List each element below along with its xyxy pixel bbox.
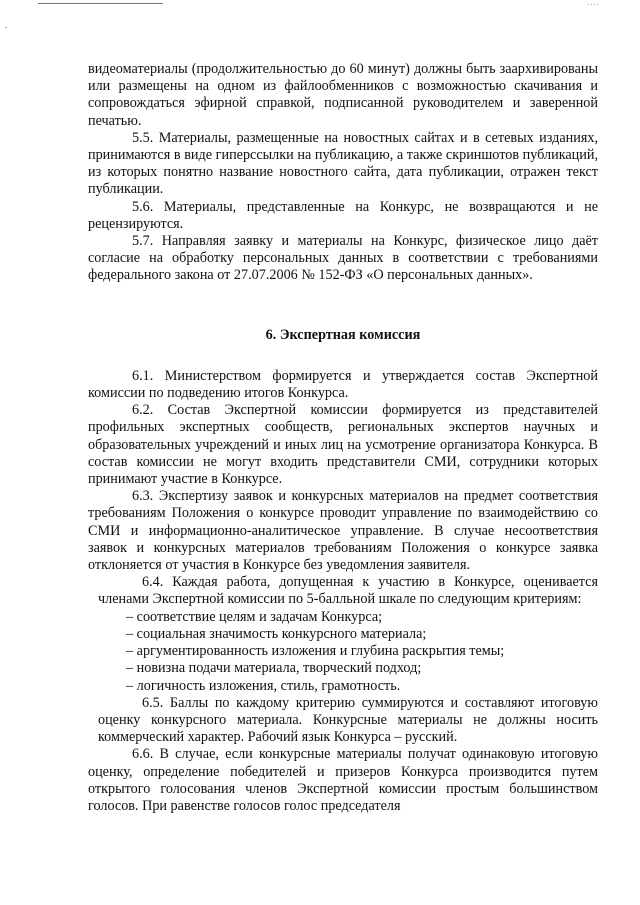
criteria-item: – логичность изложения, стиль, грамотность.: [126, 677, 401, 694]
paragraph-5-6: 5.6. Материалы, представленные на Конкурс, не возвращаются и не рецензируются.: [88, 198, 598, 232]
criteria-item: – социальная значимость конкурсного материала;: [126, 625, 427, 642]
page-number-corner: ....: [587, 0, 600, 7]
paragraph-5-4-continued: видеоматериалы (продолжительностью до 60 минут) должны быть заархивированы или размещены на одном из файлообменников с возможностью скачивания и сопровождаться эфирной справкой, подписанной руководителем и заверенной печатью.: [88, 61, 598, 129]
paragraph-6-4: 6.4. Каждая работа, допущенная к участию в Конкурсе, оценивается членами Экспертной комиссии по 5-балльной шкале по следующим критериям:: [98, 574, 598, 608]
paragraph-6-3: 6.3. Экспертизу заявок и конкурсных материалов на предмет соответствия требованиям Положения о конкурсе проводит управление по взаимодействию со СМИ и информационно-аналитическое управление. В случае несоответствия заявок и конкурсных материалов требованиям Положения о конкурсе заявка отклоняется от участия в Конкурсе без уведомления заявителя.: [88, 488, 598, 574]
paragraph-6-6: 6.6. В случае, если конкурсные материалы получат одинаковую итоговую оценку, определение победителей и призеров Конкурса производится путем открытого голосования членов Экспертной комиссии простым большинством голосов. При равенстве голосов голос председателя: [88, 746, 598, 814]
document-page: [88, 61, 598, 815]
section-heading: 6. Экспертная комиссия: [265, 326, 421, 343]
top-divider-line: [38, 3, 163, 4]
paragraph-6-2: 6.2. Состав Экспертной комиссии формируется из представителей профильных экспертных сообществ, региональных экспертов научных и образовательных учреждений и иных лиц на усмотрение организатора Конкурса. В состав комиссии не могут входить представители СМИ, сотрудники которых принимают участие в Конкурсе.: [88, 402, 598, 488]
margin-mark: .: [5, 20, 8, 30]
criteria-list: [88, 609, 598, 695]
paragraph-5-7: 5.7. Направляя заявку и материалы на Конкурс, физическое лицо даёт согласие на обработку персональных данных в соответствии с требованиями федерального закона от 27.07.2006 № 152-ФЗ «О персональных данных».: [88, 233, 598, 284]
paragraph-6-1: 6.1. Министерством формируется и утверждается состав Экспертной комиссии по подведению итогов Конкурса.: [88, 367, 598, 402]
criteria-item: – соответствие целям и задачам Конкурса;: [126, 608, 383, 625]
paragraph-5-5: 5.5. Материалы, размещенные на новостных сайтах и в сетевых изданиях, принимаются в виде гиперссылки на публикацию, а также скриншотов публикаций, из которых понятно название новостного сайта, дата публикации, отражен текст публикации.: [88, 129, 598, 198]
paragraph-6-5: 6.5. Баллы по каждому критерию суммируются и составляют итоговую оценку конкурсного материала. Конкурсные материалы не должны носить коммерческий характер. Рабочий язык Конкурса – русский.: [98, 694, 598, 746]
criteria-item: – новизна подачи материала, творческий подход;: [126, 660, 422, 677]
criteria-item: – аргументированность изложения и глубина раскрытия темы;: [126, 643, 505, 660]
